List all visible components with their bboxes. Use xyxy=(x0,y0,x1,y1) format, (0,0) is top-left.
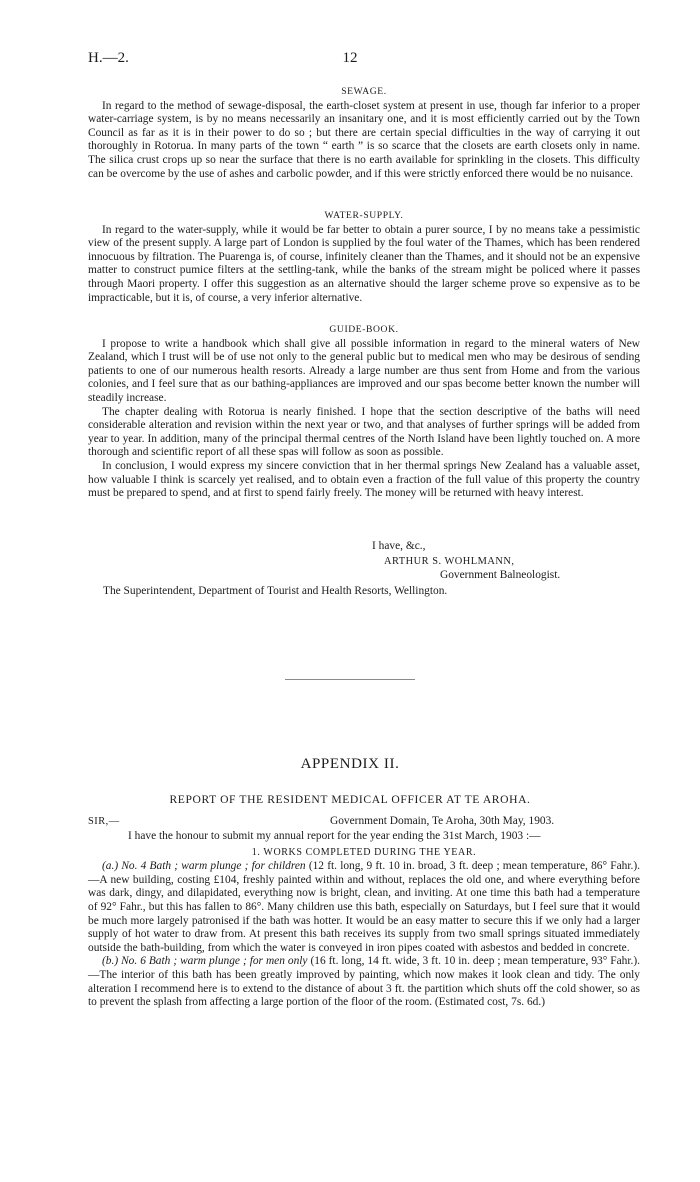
water-supply-section xyxy=(88,209,640,305)
signatory-name: ARTHUR S. WOHLMANN, xyxy=(384,556,515,567)
addressee: The Superintendent, Department of Tourist and Health Resorts, Wellington. xyxy=(103,585,448,597)
item-a-paragraph xyxy=(88,860,640,955)
sewage-heading: SEWAGE. xyxy=(341,86,387,97)
report-intro: I have the honour to submit my annual report for the year ending the 31st March, 1903 :— xyxy=(128,830,541,842)
salutation: SIR,— xyxy=(88,816,120,827)
water-supply-paragraph: In regard to the water-supply, while it would be far better to obtain a purer source, I by no means take a pessimistic view of the present supply. A large part of London is supplied by the foul water of the Thames, which has been rendered innocuous by filtration. The Puarenga is, of course, infinitely cleaner than the Thames, and it should not be an expensive matter to construct pumice filters at the settling-tank, while the banks of the stream might be policed where it passes through Maori property. I offer this suggestion as an alternative should the larger scheme prove so expensive as to be impracticable, but it is, of course, a very inferior alternative. xyxy=(88,223,640,304)
sewage-paragraph: In regard to the method of sewage-disposal, the earth-closet system at present in use, though far inferior to a proper water-carriage system, is by no means necessarily an insanitary one, and it is most efficiently carried out by the Town Council as far as it is in their power to do so ; but there are certain special difficulties in the way of carrying it out thoroughly in Rotorua. In many parts of the town “ earth ” is so scarce that the closets are earth closets only in name. The silica crust crops up so near the surface that there is no earth available for sprinkling in the closets. This difficulty can be overcome by the use of ashes and carbolic powder, and if this were strictly enforced there would be no nuisance. xyxy=(88,99,640,180)
works-heading: 1. WORKS COMPLETED DURING THE YEAR. xyxy=(251,846,477,858)
guide-book-heading: GUIDE-BOOK. xyxy=(329,324,399,335)
sewage-section xyxy=(88,85,640,181)
item-b-label: (b.) No. 6 Bath ; warm plunge ; for men only xyxy=(102,955,308,968)
water-supply-heading: WATER-SUPPLY. xyxy=(324,210,404,221)
report-body xyxy=(88,830,640,1010)
closing-line: I have, &c., xyxy=(372,540,426,552)
item-b-body: (16 ft. long, 14 ft. wide, 3 ft. 10 in. deep ; mean temperature, 93° Fahr.).—The interior of this bath has been greatly improved by painting, which now makes it look clean and tidy. The only alteration I recommend here is to extend to the distance of about 3 ft. the partition which shuts off the cold shower, so as to prevent the splash from affecting a large portion of the floor of the room. (Estimated cost, 7s. 6d.) xyxy=(88,955,640,1009)
report-title: REPORT OF THE RESIDENT MEDICAL OFFICER AT TE AROHA. xyxy=(169,793,531,806)
item-a-label: (a.) No. 4 Bath ; warm plunge ; for children xyxy=(102,860,306,873)
guide-book-paragraph-2: The chapter dealing with Rotorua is nearly finished. I hope that the section descriptive of the baths will need considerable alteration and revision within the next year or two, and that analyses of further springs will be added from year to year. In addition, many of the principal thermal centres of the North Island have been lightly touched on. A more thorough and scientific report of all these spas will follow as soon as possible. xyxy=(88,405,640,459)
document-code: H.—2. xyxy=(88,50,129,66)
guide-book-paragraph-3: In conclusion, I would express my sincere conviction that in her thermal springs New Zealand has a valuable asset, how valuable I think is scarcely yet realised, and to obtain even a fraction of the full value of this property the country must be prepared to spend, and at first to spend fairly freely. The money will be returned with heavy interest. xyxy=(88,459,640,500)
signatory-title: Government Balneologist. xyxy=(440,569,561,581)
section-divider xyxy=(285,679,415,680)
dateline: Government Domain, Te Aroha, 30th May, 1903. xyxy=(330,815,555,827)
guide-book-section xyxy=(88,323,640,501)
item-b-paragraph xyxy=(88,955,640,1009)
item-a-body: (12 ft. long, 9 ft. 10 in. broad, 3 ft. deep ; mean temperature, 86° Fahr.).—A new building, costing £104, freshly painted within and without, replaces the old one, and where everything before was dark, dingy, and dilapidated, everything now is bright, clean, and inviting. At one time this bath had a temperature of 92° Fahr., but this has fallen to 86°. Many children use this bath, especially on Saturdays, but I feel sure that it would be much more largely patronised if the bath was hotter. It would be an easy matter to secure this if we only had a larger supply of hot water to draw from. At present this bath receives its supply from two small springs situated immediately outside the bath-building, from which the water is conveyed in iron pipes coated with asbestos and bedded in concrete. xyxy=(88,860,640,954)
appendix-title: APPENDIX II. xyxy=(300,756,400,772)
page-number: 12 xyxy=(342,50,358,66)
guide-book-paragraph-1: I propose to write a handbook which shall give all possible information in regard to the mineral waters of New Zealand, which I trust will be of use not only to the general public but to medical men who may be desirous of sending patients to one of our numerous health resorts. Already a large number are thus sent from Home and from the various colonies, and I feel sure that as our bathing-appliances are improved and our spas become better known the number will steadily increase. xyxy=(88,337,640,404)
